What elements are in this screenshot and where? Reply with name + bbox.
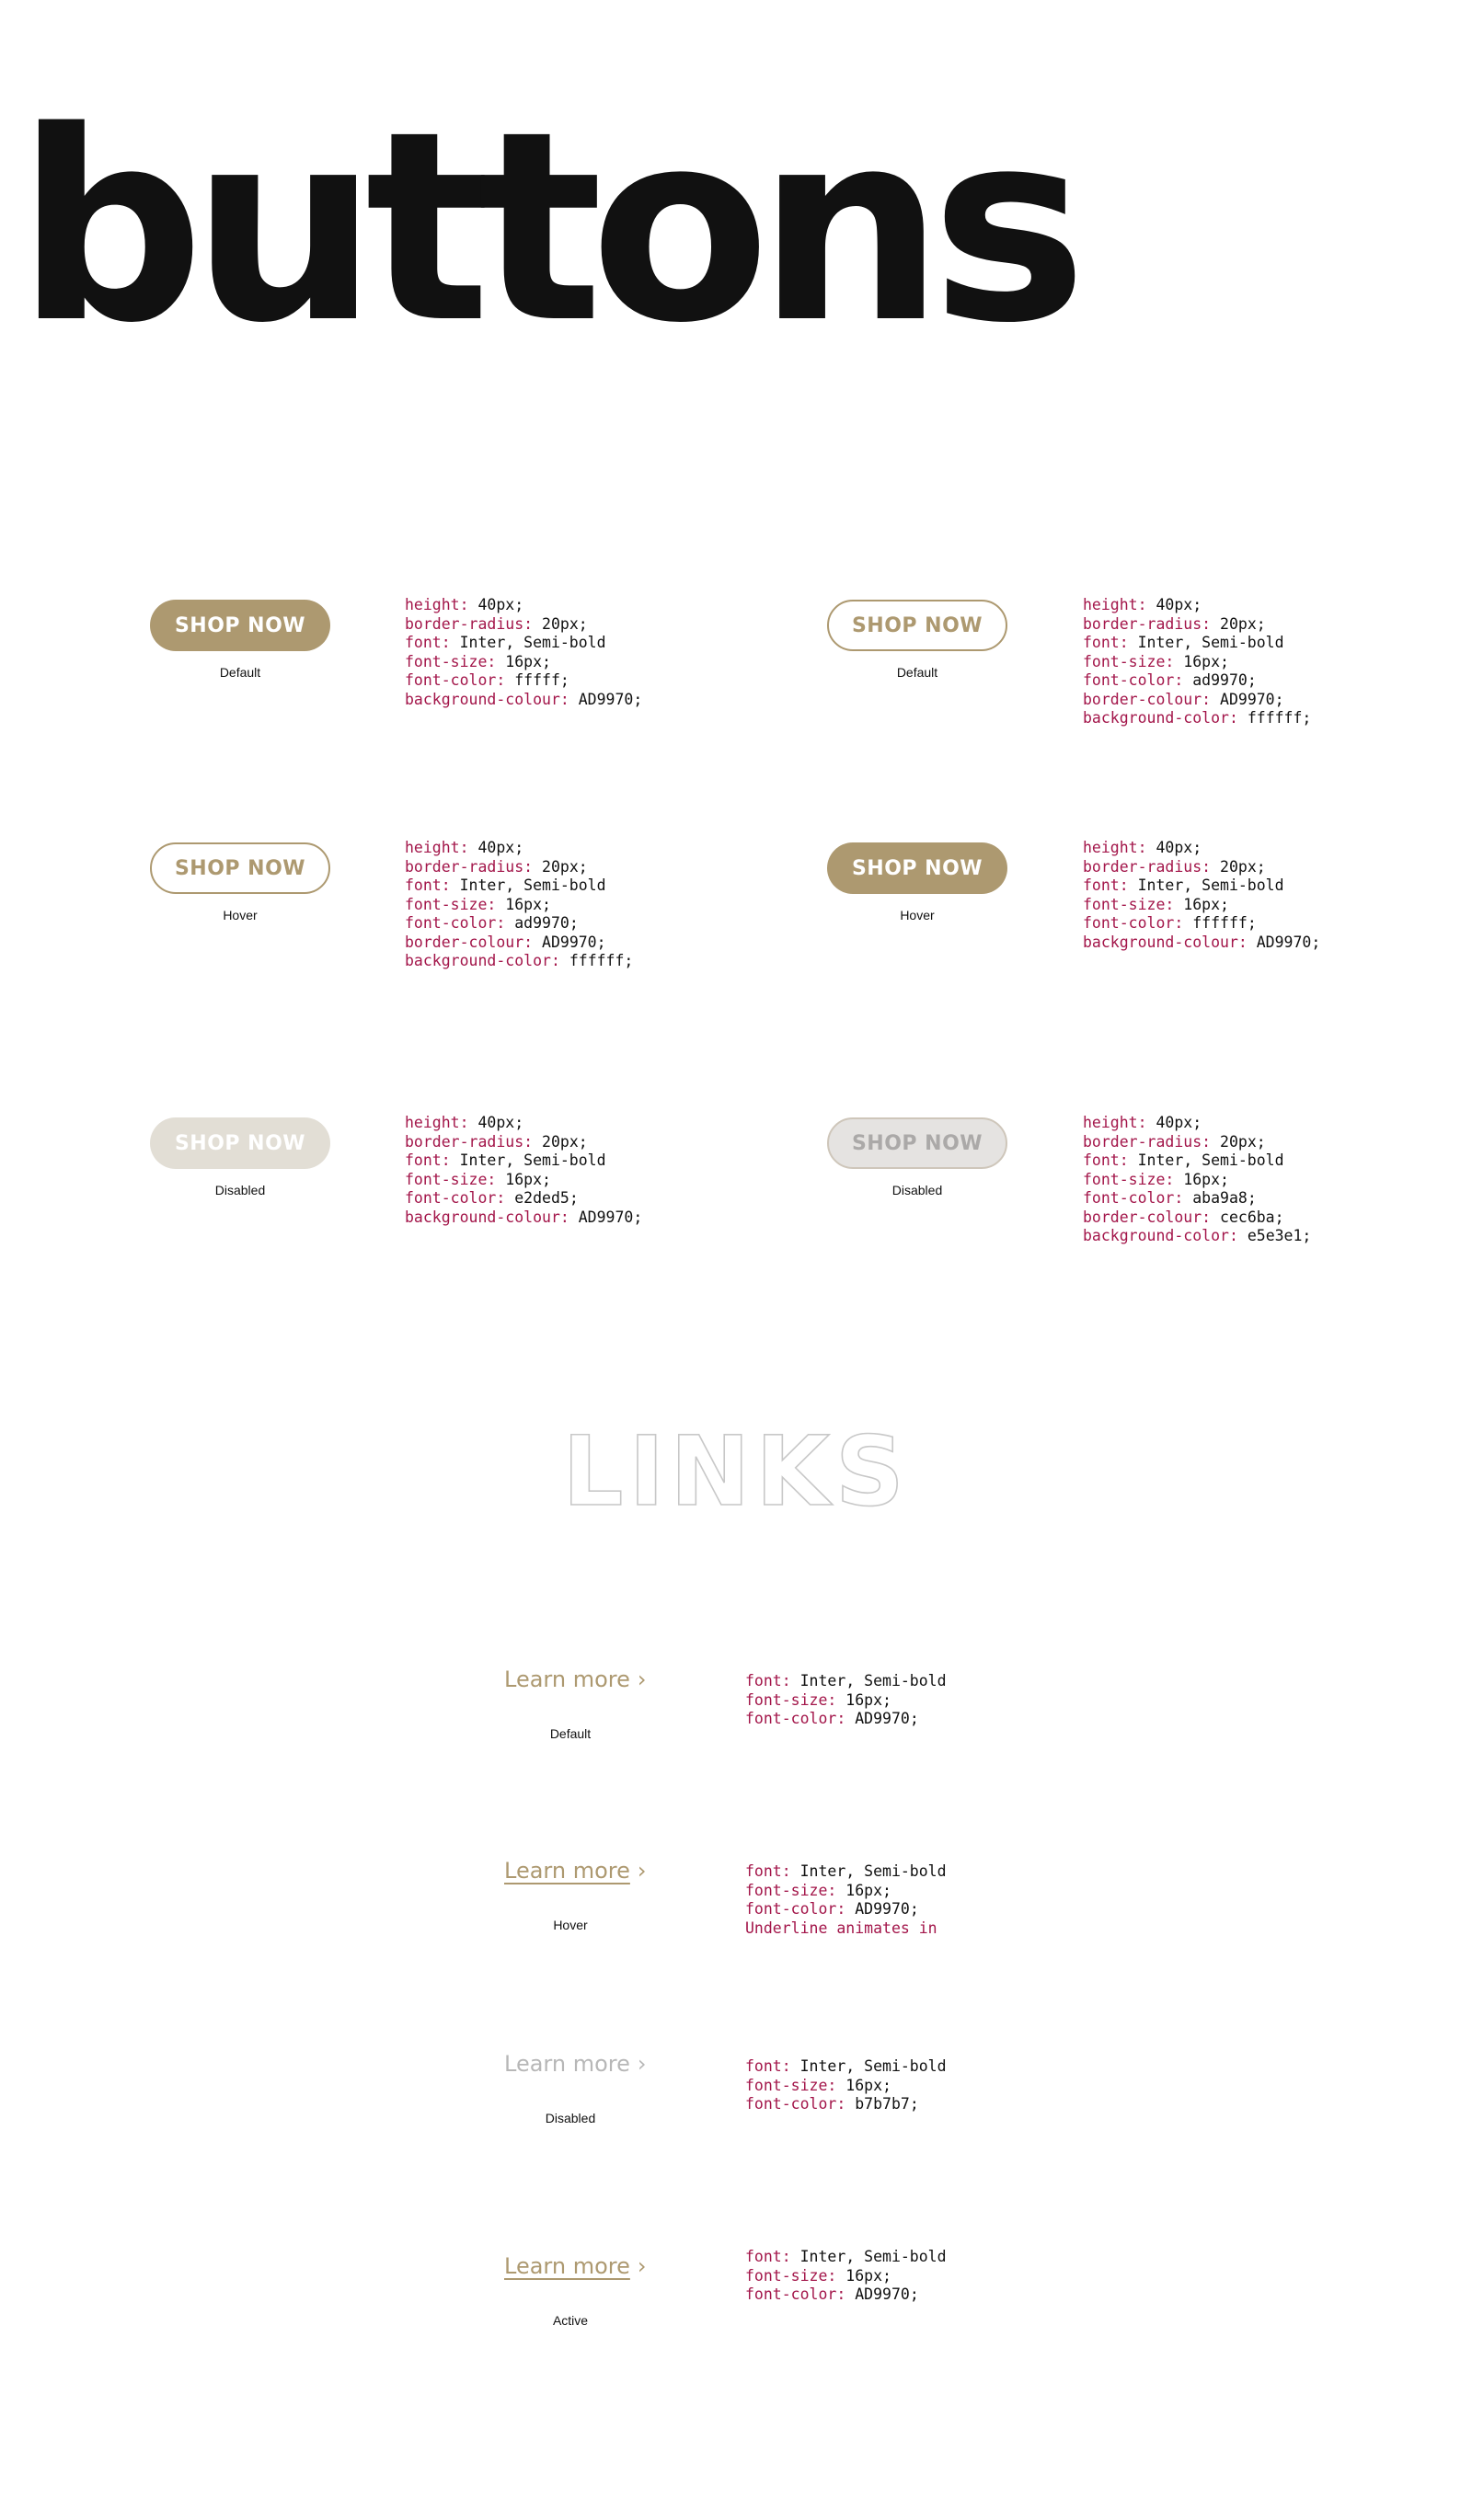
spec-line — [405, 858, 633, 877]
spec-property: height: — [405, 839, 469, 856]
spec-property: font-color: — [745, 2285, 846, 2303]
spec-value: 20px; — [1211, 1132, 1266, 1151]
spec-value: Inter, Semi-bold — [1128, 1151, 1284, 1169]
spec-line — [405, 934, 633, 953]
spec-line — [745, 1672, 947, 1691]
spec-value: 20px; — [533, 1132, 588, 1151]
spec-value: ffffff; — [1237, 709, 1312, 727]
spec-property: font-size: — [745, 1881, 837, 1899]
spec-line — [1083, 1133, 1311, 1152]
spec-line — [1083, 1227, 1311, 1246]
spec-value: AD9970; — [1211, 690, 1284, 708]
chevron-right-icon: › — [637, 2253, 647, 2279]
button-spec-list — [1083, 839, 1320, 952]
spec-line — [1083, 876, 1320, 896]
spec-property: font-color: — [1083, 671, 1184, 689]
spec-property: font-color: — [405, 1189, 506, 1207]
spec-property: font: — [745, 2057, 791, 2075]
spec-line — [1083, 691, 1311, 710]
spec-property: font-size: — [1083, 652, 1175, 670]
spec-line — [405, 896, 633, 915]
spec-property: border-radius: — [1083, 857, 1212, 876]
learn-more-link-disabled — [504, 2051, 646, 2077]
spec-property: height: — [405, 596, 469, 613]
spec-property: font: — [1083, 876, 1129, 894]
button-spec-list — [405, 596, 642, 709]
spec-value: AD9970; — [1247, 933, 1321, 951]
spec-property: font: — [405, 876, 451, 894]
spec-value: b7b7b7; — [845, 2095, 919, 2113]
spec-value: 20px; — [533, 857, 588, 876]
spec-value: 16px; — [836, 1881, 891, 1899]
spec-property: font-color: — [405, 914, 506, 932]
spec-line — [745, 1710, 947, 1729]
spec-line — [405, 634, 642, 653]
state-label: Default — [896, 665, 938, 680]
state-label: Default — [549, 1726, 592, 1741]
spec-line — [405, 1189, 642, 1208]
spec-line — [1083, 671, 1311, 691]
state-label: Default — [219, 665, 261, 680]
spec-property: font-color: — [1083, 1189, 1184, 1207]
state-label: Disabled — [891, 1183, 943, 1197]
shop-now-button-default-outline[interactable]: SHOP NOW — [827, 600, 1007, 651]
spec-value: AD9970; — [845, 2285, 919, 2303]
spec-property: font-size: — [745, 2076, 837, 2094]
spec-property: font: — [745, 1672, 791, 1690]
spec-line — [405, 615, 642, 635]
state-label: Disabled — [545, 2111, 596, 2125]
spec-line — [405, 839, 633, 858]
spec-property: font-color: — [745, 1900, 846, 1918]
spec-value: AD9970; — [845, 1710, 919, 1727]
chevron-right-icon: › — [637, 1858, 647, 1884]
spec-line — [405, 671, 642, 691]
spec-property: border-radius: — [405, 614, 534, 633]
spec-value: Inter, Semi-bold — [790, 2057, 947, 2075]
spec-value: 16px; — [1174, 652, 1229, 670]
spec-property: background-colour: — [405, 690, 569, 708]
shop-now-button-disabled-filled: SHOP NOW — [150, 1117, 330, 1169]
spec-line — [405, 876, 633, 896]
spec-value: 16px; — [1174, 1170, 1229, 1188]
spec-line — [745, 1691, 947, 1711]
spec-line — [1083, 1114, 1311, 1133]
spec-property: border-colour: — [1083, 690, 1212, 708]
spec-value: 16px; — [836, 2076, 891, 2094]
spec-line — [745, 1882, 947, 1901]
spec-value: AD9970; — [533, 933, 606, 951]
spec-line — [1083, 1171, 1311, 1190]
spec-property: font-size: — [1083, 895, 1175, 913]
spec-line — [1083, 615, 1311, 635]
link-spec-list — [745, 1862, 947, 1938]
spec-value: AD9970; — [845, 1900, 919, 1918]
shop-now-button-disabled-grey: SHOP NOW — [827, 1117, 1007, 1169]
spec-property: font-size: — [1083, 1170, 1175, 1188]
spec-line — [745, 2285, 947, 2305]
spec-line — [1083, 653, 1311, 672]
link-label: Learn more — [504, 1858, 630, 1884]
spec-value: 40px; — [1146, 596, 1202, 613]
link-label: Learn more — [504, 2051, 630, 2077]
spec-line — [405, 596, 642, 615]
link-label: Learn more — [504, 2253, 630, 2279]
spec-line — [745, 2057, 947, 2077]
spec-line — [1083, 596, 1311, 615]
spec-property: background-colour: — [1083, 933, 1248, 951]
spec-value: fffff; — [505, 671, 569, 689]
spec-property: font-color: — [1083, 914, 1184, 932]
spec-line — [405, 653, 642, 672]
spec-value: ffffff; — [559, 952, 634, 969]
spec-value: ffffff; — [1183, 914, 1257, 932]
spec-value: 40px; — [1146, 1114, 1202, 1131]
spec-value: Inter, Semi-bold — [1128, 876, 1284, 894]
page-title: buttons — [17, 75, 1075, 381]
shop-now-button-hover-filled[interactable]: SHOP NOW — [827, 842, 1007, 894]
learn-more-link-hover[interactable] — [504, 1858, 646, 1884]
spec-property: border-radius: — [1083, 614, 1212, 633]
spec-line — [1083, 709, 1311, 728]
spec-property: height: — [405, 1114, 469, 1131]
spec-value: Inter, Semi-bold — [450, 876, 606, 894]
spec-line — [1083, 896, 1320, 915]
spec-value: Inter, Semi-bold — [450, 1151, 606, 1169]
spec-property: font-size: — [405, 1170, 497, 1188]
spec-value: 40px; — [468, 596, 524, 613]
spec-property: height: — [1083, 839, 1147, 856]
spec-note: Underline animates in — [745, 1919, 937, 1937]
spec-property: height: — [1083, 596, 1147, 613]
link-spec-list — [745, 2248, 947, 2305]
state-label: Hover — [900, 908, 935, 922]
spec-property: font-size: — [405, 652, 497, 670]
spec-property: background-color: — [1083, 1227, 1238, 1244]
spec-line — [745, 1862, 947, 1882]
link-spec-list — [745, 1672, 947, 1729]
spec-value: AD9970; — [569, 690, 643, 708]
spec-line — [1083, 634, 1311, 653]
state-label: Disabled — [214, 1183, 266, 1197]
spec-line — [745, 2267, 947, 2286]
button-spec-list — [405, 1114, 642, 1227]
spec-property: height: — [1083, 1114, 1147, 1131]
spec-property: font-color: — [745, 2095, 846, 2113]
spec-line — [745, 2248, 947, 2267]
spec-property: font-size: — [745, 1690, 837, 1709]
link-label: Learn more — [504, 1667, 630, 1692]
spec-value: Inter, Semi-bold — [450, 634, 606, 651]
spec-value: 16px; — [496, 1170, 551, 1188]
spec-property: border-radius: — [1083, 1132, 1212, 1151]
spec-value: ad9970; — [1183, 671, 1257, 689]
spec-line — [1083, 1151, 1311, 1171]
spec-line — [405, 1114, 642, 1133]
spec-property: font-size: — [405, 895, 497, 913]
spec-property: font-color: — [745, 1710, 846, 1727]
spec-property: background-color: — [405, 952, 560, 969]
spec-value: 16px; — [836, 2266, 891, 2285]
shop-now-button-hover-outline[interactable]: SHOP NOW — [150, 842, 330, 894]
spec-value: Inter, Semi-bold — [1128, 634, 1284, 651]
state-label: Hover — [553, 1918, 588, 1932]
spec-value: 40px; — [468, 839, 524, 856]
spec-property: font: — [405, 634, 451, 651]
shop-now-button-default-filled[interactable]: SHOP NOW — [150, 600, 330, 651]
spec-line — [1083, 1208, 1311, 1228]
spec-property: border-colour: — [1083, 1208, 1212, 1226]
learn-more-link-default[interactable] — [504, 1667, 646, 1692]
button-spec-list — [1083, 1114, 1311, 1246]
spec-value: 16px; — [1174, 895, 1229, 913]
spec-value: e2ded5; — [505, 1189, 579, 1207]
spec-property: border-radius: — [405, 1132, 534, 1151]
spec-value: ad9970; — [505, 914, 579, 932]
spec-line — [1083, 839, 1320, 858]
spec-value: 20px; — [1211, 857, 1266, 876]
spec-value: cec6ba; — [1211, 1208, 1284, 1226]
spec-property: border-colour: — [405, 933, 534, 951]
spec-property: font: — [745, 2248, 791, 2265]
spec-line — [405, 952, 633, 971]
links-heading: LINKS — [562, 1415, 910, 1528]
spec-property: font: — [1083, 634, 1129, 651]
spec-line — [1083, 914, 1320, 934]
spec-value: e5e3e1; — [1237, 1227, 1312, 1244]
spec-value: Inter, Semi-bold — [790, 2248, 947, 2265]
chevron-right-icon: › — [637, 2051, 647, 2077]
spec-property: font: — [405, 1151, 451, 1169]
state-label: Hover — [223, 908, 258, 922]
spec-property: background-color: — [1083, 709, 1238, 727]
spec-value: 20px; — [533, 614, 588, 633]
spec-property: font: — [1083, 1151, 1129, 1169]
spec-property: background-colour: — [405, 1208, 569, 1226]
spec-property: font: — [745, 1862, 791, 1880]
spec-line — [405, 914, 633, 934]
spec-line — [405, 1133, 642, 1152]
spec-value: AD9970; — [569, 1208, 643, 1226]
button-spec-list — [1083, 596, 1311, 728]
learn-more-link-active[interactable] — [504, 2253, 646, 2279]
spec-property: border-radius: — [405, 857, 534, 876]
spec-value: 40px; — [1146, 839, 1202, 856]
spec-value: aba9a8; — [1183, 1189, 1257, 1207]
link-spec-list — [745, 2057, 947, 2114]
spec-line — [1083, 1189, 1311, 1208]
spec-value: Inter, Semi-bold — [790, 1672, 947, 1690]
spec-value: 16px; — [836, 1690, 891, 1709]
chevron-right-icon: › — [637, 1667, 647, 1692]
state-label: Active — [552, 2313, 589, 2328]
spec-line — [405, 1208, 642, 1228]
spec-line — [745, 1900, 947, 1919]
spec-property: font-size: — [745, 2266, 837, 2285]
spec-line — [1083, 858, 1320, 877]
spec-line — [745, 2095, 947, 2114]
spec-line — [1083, 934, 1320, 953]
spec-value: 40px; — [468, 1114, 524, 1131]
spec-value: 16px; — [496, 895, 551, 913]
spec-line — [405, 691, 642, 710]
spec-line — [405, 1171, 642, 1190]
spec-line — [405, 1151, 642, 1171]
spec-value: Inter, Semi-bold — [790, 1862, 947, 1880]
spec-line — [745, 2077, 947, 2096]
spec-value: 16px; — [496, 652, 551, 670]
spec-property: font-color: — [405, 671, 506, 689]
button-spec-list — [405, 839, 633, 971]
spec-value: 20px; — [1211, 614, 1266, 633]
